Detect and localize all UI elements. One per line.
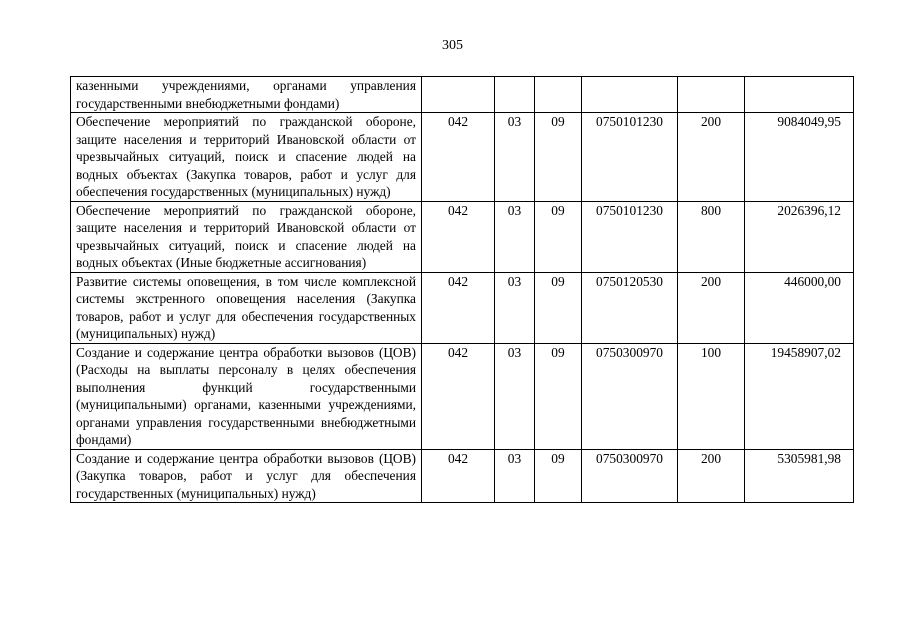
- expense-type-cell: 100: [678, 343, 745, 449]
- amount-cell: 5305981,98: [745, 449, 854, 503]
- table-row: [71, 201, 854, 272]
- description-cell: Создание и содержание центра обработки вызовов (ЦОВ) (Расходы на выплаты персоналу в целях обеспечения выполнения функций государственными (муниципальными) органами, казенными учреждениями, органами управления государственными внебюджетными фондами): [71, 343, 422, 449]
- amount-cell: 19458907,02: [745, 343, 854, 449]
- amount-cell: [745, 77, 854, 113]
- ministry-code-cell: 042: [422, 343, 495, 449]
- amount-cell: 446000,00: [745, 272, 854, 343]
- ministry-code-cell: 042: [422, 113, 495, 202]
- section-code-cell: 03: [495, 343, 535, 449]
- ministry-code-cell: 042: [422, 449, 495, 503]
- section-code-cell: 03: [495, 113, 535, 202]
- amount-cell: 2026396,12: [745, 201, 854, 272]
- section-code-cell: [495, 77, 535, 113]
- description-cell: Создание и содержание центра обработки вызовов (ЦОВ) (Закупка товаров, работ и услуг для обеспечения государственных (муниципальных) нужд): [71, 449, 422, 503]
- subsection-code-cell: 09: [535, 449, 582, 503]
- amount-cell: 9084049,95: [745, 113, 854, 202]
- table-row: [71, 113, 854, 202]
- description-cell: Развитие системы оповещения, в том числе комплексной системы экстренного оповещения населения (Закупка товаров, работ и услуг для обеспечения государственных (муниципальных) нужд): [71, 272, 422, 343]
- description-cell: Обеспечение мероприятий по гражданской обороне, защите населения и территорий Ивановской области от чрезвычайных ситуаций, поиск и спасение людей на водных объектах (Закупка товаров, работ и услуг для обеспечения государственных (муниципальных) нужд): [71, 113, 422, 202]
- table-row: [71, 449, 854, 503]
- section-code-cell: 03: [495, 272, 535, 343]
- target-article-cell: 0750101230: [582, 201, 678, 272]
- subsection-code-cell: 09: [535, 113, 582, 202]
- expense-type-cell: [678, 77, 745, 113]
- table-row: [71, 77, 854, 113]
- target-article-cell: 0750120530: [582, 272, 678, 343]
- page-number: 305: [442, 38, 463, 53]
- table-body: [71, 77, 854, 503]
- expense-type-cell: 200: [678, 113, 745, 202]
- target-article-cell: 0750101230: [582, 113, 678, 202]
- expense-type-cell: 200: [678, 272, 745, 343]
- table-row: [71, 272, 854, 343]
- subsection-code-cell: 09: [535, 272, 582, 343]
- table-row: [71, 343, 854, 449]
- ministry-code-cell: [422, 77, 495, 113]
- subsection-code-cell: 09: [535, 201, 582, 272]
- target-article-cell: 0750300970: [582, 343, 678, 449]
- target-article-cell: [582, 77, 678, 113]
- section-code-cell: 03: [495, 449, 535, 503]
- subsection-code-cell: [535, 77, 582, 113]
- subsection-code-cell: 09: [535, 343, 582, 449]
- ministry-code-cell: 042: [422, 201, 495, 272]
- budget-table: [70, 76, 854, 503]
- description-cell: казенными учреждениями, органами управления государственными внебюджетными фондами): [71, 77, 422, 113]
- expense-type-cell: 200: [678, 449, 745, 503]
- expense-type-cell: 800: [678, 201, 745, 272]
- section-code-cell: 03: [495, 201, 535, 272]
- target-article-cell: 0750300970: [582, 449, 678, 503]
- ministry-code-cell: 042: [422, 272, 495, 343]
- description-cell: Обеспечение мероприятий по гражданской обороне, защите населения и территорий Ивановской области от чрезвычайных ситуаций, поиск и спасение людей на водных объектах (Иные бюджетные ассигнования): [71, 201, 422, 272]
